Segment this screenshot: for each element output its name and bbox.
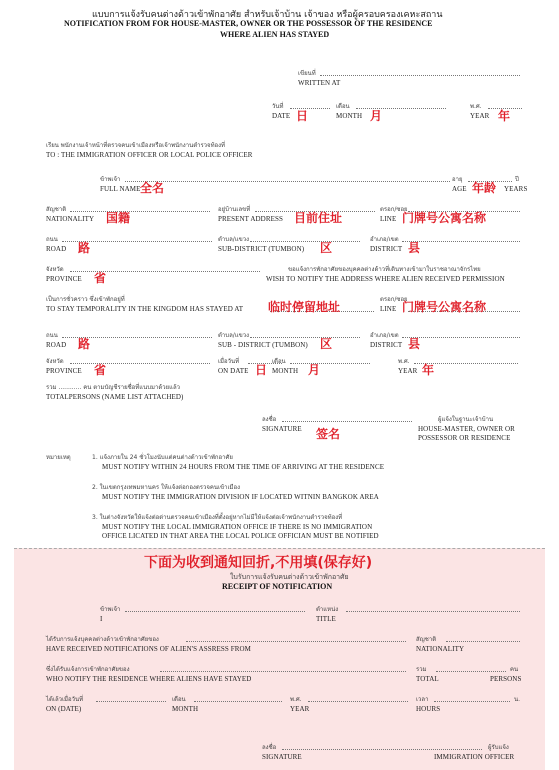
written-at-th: เขียนที่ [298, 70, 316, 77]
receipt-date-field[interactable] [96, 701, 166, 702]
subject-label: TO : THE IMMIGRATION OFFICER OR LOCAL POLICE OFFICER [46, 151, 253, 159]
total-th: รวม ............ คน ตามบัญชีรายชื่อที่แนบมาด้วยแล้ว [46, 384, 181, 391]
receipt-title-th: ใบรับการแจ้งรับคนต่างด้าวเข้าพักอาศัย [230, 573, 349, 581]
receipt-banner: 下面为收到通知回折,不用填(保存好) [144, 555, 373, 571]
date-cn: 日 [296, 109, 309, 123]
subdistrict-label: SUB-DISTRICT (TUMBON) [218, 245, 305, 253]
road-th: ถนน [46, 236, 58, 243]
district2-cn: 县 [408, 337, 421, 351]
receipt-month-field[interactable] [194, 701, 282, 702]
stay-cn: 临时停留地址 [268, 300, 341, 314]
form-title-line1: NOTIFICATION FROM FOR HOUSE-MASTER, OWNER OR THE POSSESSOR OF THE RESIDENCE [64, 19, 433, 28]
signature-field[interactable] [282, 421, 412, 422]
ondate-label: ON DATE [218, 367, 249, 375]
subdistrict2-field[interactable] [250, 337, 360, 338]
ondate-month-cn: 月 [308, 363, 321, 377]
written-at-field[interactable] [320, 75, 520, 76]
receipt-persons-th: คน [510, 666, 519, 673]
receipt-title-f-label: TITLE [316, 615, 336, 623]
receipt-recv-label: HAVE RECEIVED NOTIFICATIONS OF ALIEN'S ASSRESS FROM [46, 645, 251, 653]
receipt-month-th: เดือน [172, 696, 186, 703]
signature-th: ลงชื่อ [262, 416, 277, 423]
road2-cn: 路 [78, 337, 91, 351]
receipt-sig-th: ลงชื่อ [262, 744, 277, 751]
receipt-recv-th: ได้รับการแจ้งบุคคลต่างด้าวเข้าพักอาศัยของ [46, 636, 159, 643]
month-cn: 月 [370, 109, 383, 123]
district-th: อำเภอ/เขต [370, 236, 399, 243]
stay-line-cn: 门牌号公寓名称 [402, 300, 487, 314]
province-cn: 省 [94, 271, 107, 285]
fullname-th: ข้าพเจ้า [100, 176, 121, 183]
receipt-who-field[interactable] [160, 671, 406, 672]
district2-label: DISTRICT [370, 341, 403, 349]
district2-th: อำเภอ/เขต [370, 332, 399, 339]
road-cn: 路 [78, 241, 91, 255]
month-th: เดือน [336, 103, 350, 110]
receipt-month-label: MONTH [172, 705, 199, 713]
year-label: YEAR [470, 112, 490, 120]
receipt-nat-th: สัญชาติ [416, 636, 437, 643]
road2-th: ถนน [46, 332, 58, 339]
nationality-th: สัญชาติ [46, 206, 67, 213]
province2-label: PROVINCE [46, 367, 82, 375]
ondate-year-cn: 年 [422, 363, 435, 377]
receipt-year-field[interactable] [308, 701, 408, 702]
receipt-date-th: ได้เล้วเมื่อวันที่ [46, 696, 84, 703]
note2-th: 2. ในเขตกรุงเทพมหานคร ให้แจ้งต่อกองตรวจคนเข้าเมือง [92, 484, 241, 491]
receipt-total-field[interactable] [436, 671, 506, 672]
subject-th: เรียน พนักงานเจ้าหน้าที่ตรวจคนเข้าเมืองหรือเจ้าพนักงานตำรวจท้องที่ [46, 142, 226, 149]
receipt-hours-th: เวลา [416, 696, 429, 703]
ondate-th: เมื่อวันที่ [218, 358, 240, 365]
receipt-title-f-th: ตำแหน่ง [316, 606, 339, 613]
subdistrict-th: ตำบล/แขวง [218, 236, 250, 243]
line-cn: 门牌号公寓名称 [402, 211, 487, 225]
stay-label: TO STAY TEMPORALITY IN THE KINGDOM HAS STAYED AT [46, 305, 244, 313]
stay-line-label: LINE [380, 305, 397, 313]
thai-title: แบบการแจ้งรับคนต่างด้าวเข้าพักอาศัย สำหรับเจ้าบ้าน เจ้าของ หรือผู้ครอบครองเคหะสถาน [92, 10, 443, 20]
note3-en1: MUST NOTIFY THE LOCAL IMMIGRATION OFFICE IF THERE IS NO IMMIGRATION [102, 523, 373, 531]
subdistrict2-label: SUB - DISTRICT (TUMBON) [218, 341, 308, 349]
district-cn: 县 [408, 241, 421, 255]
receipt-who-label: WHO NOTIFY THE RESIDENCE WHERE ALIENS HAVE STAYED [46, 675, 252, 683]
wish-label: WISH TO NOTIFY THE ADDRESS WHERE ALIEN RECEIVED PERMISSION [266, 275, 505, 283]
address-th: อยู่บ้านเลขที่ [218, 206, 251, 213]
note3-en2: OFFICE LICATED IN THAT AREA THE LOCAL POLICE OFFICIAN MUST BE NOTIFIED [102, 532, 379, 540]
wish-th: ขอแจ้งการพักอาศัยของบุคคลต่างด้าวที่เดินทางเข้ามาในราชอาณาจักรไทย [288, 266, 481, 273]
note1-th: 1. แจ้งภายใน 24 ชั่วโมงนับแต่คนต่างด้าวเข้าพักอาศัย [92, 454, 233, 461]
stay-th: เป็นการชั่วคราว ซึ่งเข้าพักอยู่ที่ [46, 296, 125, 303]
receipt-nat-label: NATIONALITY [416, 645, 465, 653]
road-label: ROAD [46, 245, 67, 253]
ondate-year-th: พ.ศ. [398, 358, 410, 365]
subdistrict-cn: 区 [320, 241, 333, 255]
ondate-month-label: MONTH [272, 367, 299, 375]
address-label: PRESENT ADDRESS [218, 215, 283, 223]
receipt-persons-label: PERSONS [490, 675, 522, 683]
age-label: AGE [452, 185, 467, 193]
receipt-year-label: YEAR [290, 705, 310, 713]
receipt-officer-label: IMMIGRATION OFFICER [434, 753, 515, 761]
ondate-year-label: YEAR [398, 367, 418, 375]
year-th: พ.ศ. [470, 103, 482, 110]
receipt-title-field[interactable] [346, 611, 520, 612]
receipt-who-th: ซึ่งได้รับแจ้งการเข้าพักอาศัยของ [46, 666, 130, 673]
years-label: YEARS [504, 185, 528, 193]
stay-line-th: ตรอก/ซอย [380, 296, 408, 303]
note1-en: MUST NOTIFY WITHIN 24 HOURS FROM THE TIME OF ARRIVING AT THE RESIDENCE [102, 463, 385, 471]
province2-field[interactable] [70, 363, 210, 364]
subdistrict2-th: ตำบล/แขวง [218, 332, 250, 339]
subdistrict-field[interactable] [250, 241, 360, 242]
receipt-i-label: I [100, 615, 103, 623]
ondate-month-th: เดือน [272, 358, 286, 365]
district-label: DISTRICT [370, 245, 403, 253]
fullname-label: FULL NAME [100, 185, 141, 193]
receipt-date-label: ON (DATE) [46, 705, 82, 713]
line-th: ตรอก/ซอย [380, 206, 408, 213]
role-label-1: HOUSE-MASTER, OWNER OR [418, 425, 515, 433]
receipt-n-th: น. [514, 696, 521, 703]
province-th: จังหวัด [46, 266, 64, 273]
signature-label: SIGNATURE [262, 425, 302, 433]
year-cn: 年 [498, 109, 511, 123]
note3-th: 3. ในต่างจังหวัดให้แจ้งต่อด่านตรวจคนเข้าเมืองที่ตั้งอยู่หากไม่มีให้แจ้งต่อเจ้าพนักงานตำรวจท้องที่ [92, 514, 343, 521]
receipt-sig-label: SIGNATURE [262, 753, 302, 761]
date-th: วันที่ [272, 103, 284, 110]
road2-label: ROAD [46, 341, 67, 349]
notes-label: หมายเหตุ [46, 454, 71, 461]
age-cn: 年龄 [472, 181, 497, 195]
nationality-label: NATIONALITY [46, 215, 95, 223]
receipt-i-th: ข้าพเจ้า [100, 606, 121, 613]
address-cn: 目前住址 [294, 211, 343, 225]
province2-cn: 省 [94, 363, 107, 377]
receipt-total-th: รวม [416, 666, 427, 673]
receipt-nat-field[interactable] [446, 641, 520, 642]
receipt-title: RECEIPT OF NOTIFICATION [222, 582, 333, 591]
province2-th: จังหวัด [46, 358, 64, 365]
ondate-cn: 日 [255, 363, 268, 377]
note2-en: MUST NOTIFY THE IMMIGRATION DIVISION IF LOCATED WITNIN BANGKOK AREA [102, 493, 379, 501]
receipt-recv-field[interactable] [186, 641, 406, 642]
receipt-total-label: TOTAL [416, 675, 439, 683]
role-label-2: POSSESSOR OR RESIDENCE [418, 434, 511, 442]
cut-line [14, 548, 545, 549]
receipt-sig-field[interactable] [282, 749, 482, 750]
line-label: LINE [380, 215, 397, 223]
date-label: DATE [272, 112, 291, 120]
fullname-field[interactable] [125, 181, 450, 182]
month-label: MONTH [336, 112, 363, 120]
written-at-label: WRITTEN AT [298, 79, 341, 87]
fullname-cn: 全名 [140, 181, 165, 195]
form-title-line2: WHERE ALIEN HAS STAYED [220, 30, 330, 39]
age-th: อายุ [452, 176, 463, 183]
nationality-field[interactable] [70, 211, 210, 212]
total-label: TOTALPERSONS (NAME LIST ATTACHED) [46, 393, 184, 401]
receipt-year-th: พ.ศ. [290, 696, 302, 703]
receipt-hours-label: HOURS [416, 705, 441, 713]
ondate-month-field[interactable] [290, 363, 370, 364]
receipt-i-field[interactable] [125, 611, 305, 612]
signature-cn: 签名 [316, 427, 341, 441]
subdistrict2-cn: 区 [320, 337, 333, 351]
province-label: PROVINCE [46, 275, 82, 283]
receipt-officer-th: ผู้รับแจ้ง [488, 744, 509, 751]
age-unit-th: ปี [515, 176, 519, 183]
receipt-hours-field[interactable] [434, 701, 510, 702]
role-th: ผู้แจ้งในฐานะเจ้าบ้าน [438, 416, 494, 423]
nationality-cn: 国籍 [106, 211, 131, 225]
